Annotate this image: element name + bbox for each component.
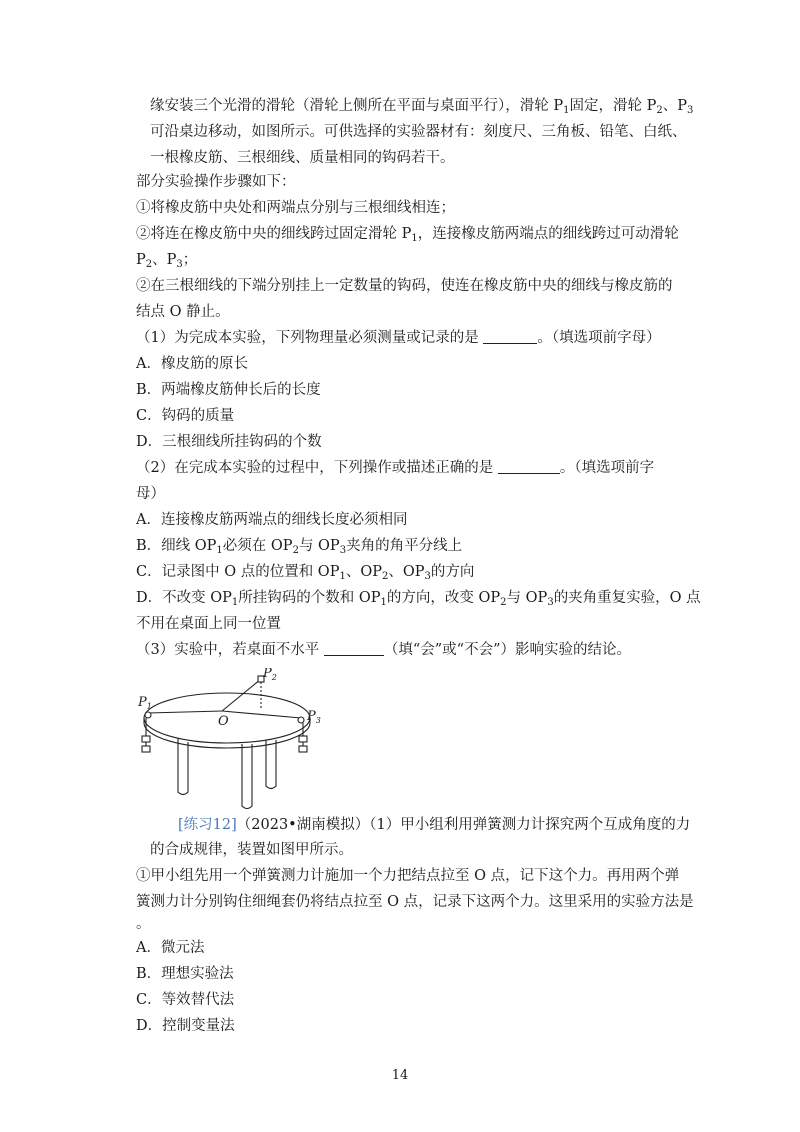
- q2-option-d: D．不改变 $OP_1$所挂钩码的个数和 $OP_1$的方向，改变 $OP_2$与 $OP_3$的夹角重复实验，O 点: [136, 590, 701, 608]
- step-1: ①将橡皮筋中央处和两端点分别与三根细线相连；: [136, 200, 455, 216]
- q1-stem: （1）为完成本实验，下列物理量必须测量或记录的是 。（填选项前字母）: [136, 330, 661, 346]
- exercise-12-option-d: D．控制变量法: [136, 1018, 235, 1034]
- exercise-12-line-3: ①甲小组先用一个弹簧测力计施加一个力把结点拉至 O 点，记下这个力。再用两个弹: [136, 868, 680, 884]
- exercise-12-option-b: B．理想实验法: [136, 966, 234, 982]
- label-p2: $P_2$: [263, 668, 277, 682]
- exercise-12-option-c: C．等效替代法: [136, 992, 235, 1008]
- pulley-p1: [145, 712, 151, 718]
- q2-option-c: C．记录图中 O 点的位置和 $OP_1$、$OP_2$、$OP_3$的方向: [136, 564, 475, 582]
- page-number: 14: [391, 1068, 409, 1083]
- label-p3: $P_3$: [307, 709, 321, 725]
- q1-option-d: D．三根细线所挂钩码的个数: [136, 434, 322, 450]
- p1-weight-2: [142, 746, 150, 752]
- p3-weight-2: [299, 746, 307, 752]
- exercise-12-option-a: A．微元法: [136, 940, 205, 956]
- step-3: ②在三根细线的下端分别挂上一定数量的钩码，使连在橡皮筋中央的细线与橡皮筋的: [136, 278, 673, 294]
- q1-option-c: C．钩码的质量: [136, 408, 235, 424]
- q2-option-b: B．细线 $OP_1$必须在 $OP_2$与 $OP_3$夹角的角平分线上: [136, 538, 463, 556]
- q2-stem-cont: 母）: [136, 486, 165, 502]
- label-p1: $P_1$: [138, 695, 152, 711]
- q1-option-a: A．橡皮筋的原长: [136, 356, 248, 372]
- pulley-p3: [298, 717, 304, 723]
- table-pulley-figure: [134, 668, 344, 810]
- step-2: ②将连在橡皮筋中央的细线跨过固定滑轮 $P_1$，连接橡皮筋两端点的细线跨过可动滑轮: [136, 226, 679, 244]
- q1-option-b: B．两端橡皮筋伸长后的长度: [136, 382, 321, 398]
- q2-answer-blank[interactable]: [498, 459, 560, 474]
- exercise-12-line-2: 的合成规律，装置如图甲所示。: [150, 842, 353, 858]
- step-2-cont: $P_2$、$P_3$；: [136, 252, 198, 270]
- q1-answer-blank[interactable]: [483, 329, 537, 344]
- exercise-12-line-4: 簧测力计分别钩住细绳套仍将结点拉至 O 点，记录下这两个力。这里采用的实验方法是: [136, 894, 694, 910]
- step-3-cont: 结点 O 静止。: [136, 304, 230, 320]
- label-o: O: [218, 714, 229, 729]
- p3-weight-1: [299, 736, 307, 742]
- q3-answer-blank[interactable]: [324, 641, 384, 656]
- intro-line-1: 缘安装三个光滑的滑轮（滑轮上侧所在平面与桌面平行），滑轮 $P_1$固定，滑轮 $P_2$、$P_3$: [150, 98, 694, 116]
- exercise-12-tag: [练习12]: [178, 817, 237, 833]
- exercise-12-line-5: 。: [136, 916, 151, 932]
- steps-heading: 部分实验操作步骤如下：: [136, 174, 296, 190]
- q2-option-d-cont: 不用在桌面上同一位置: [136, 616, 281, 632]
- q2-option-a: A．连接橡皮筋两端点的细线长度必须相同: [136, 512, 408, 528]
- intro-line-3: 一根橡皮筋、三根细线、质量相同的钩码若干。: [150, 150, 455, 166]
- q2-stem: （2）在完成本实验的过程中，下列操作或描述正确的是 。（填选项前字: [136, 460, 655, 476]
- intro-line-2: 可沿桌边移动，如图所示。可供选择的实验器材有：刻度尺、三角板、铅笔、白纸、: [150, 124, 687, 140]
- p1-weight-1: [142, 736, 150, 742]
- exercise-12-header: [练习12]（2023•湖南模拟）（1）甲小组利用弹簧测力计探究两个互成角度的力: [178, 817, 691, 833]
- table-legs: [178, 738, 276, 809]
- q3-stem: （3）实验中，若桌面不水平 （填“会”或“不会”）影响实验的结论。: [136, 642, 631, 658]
